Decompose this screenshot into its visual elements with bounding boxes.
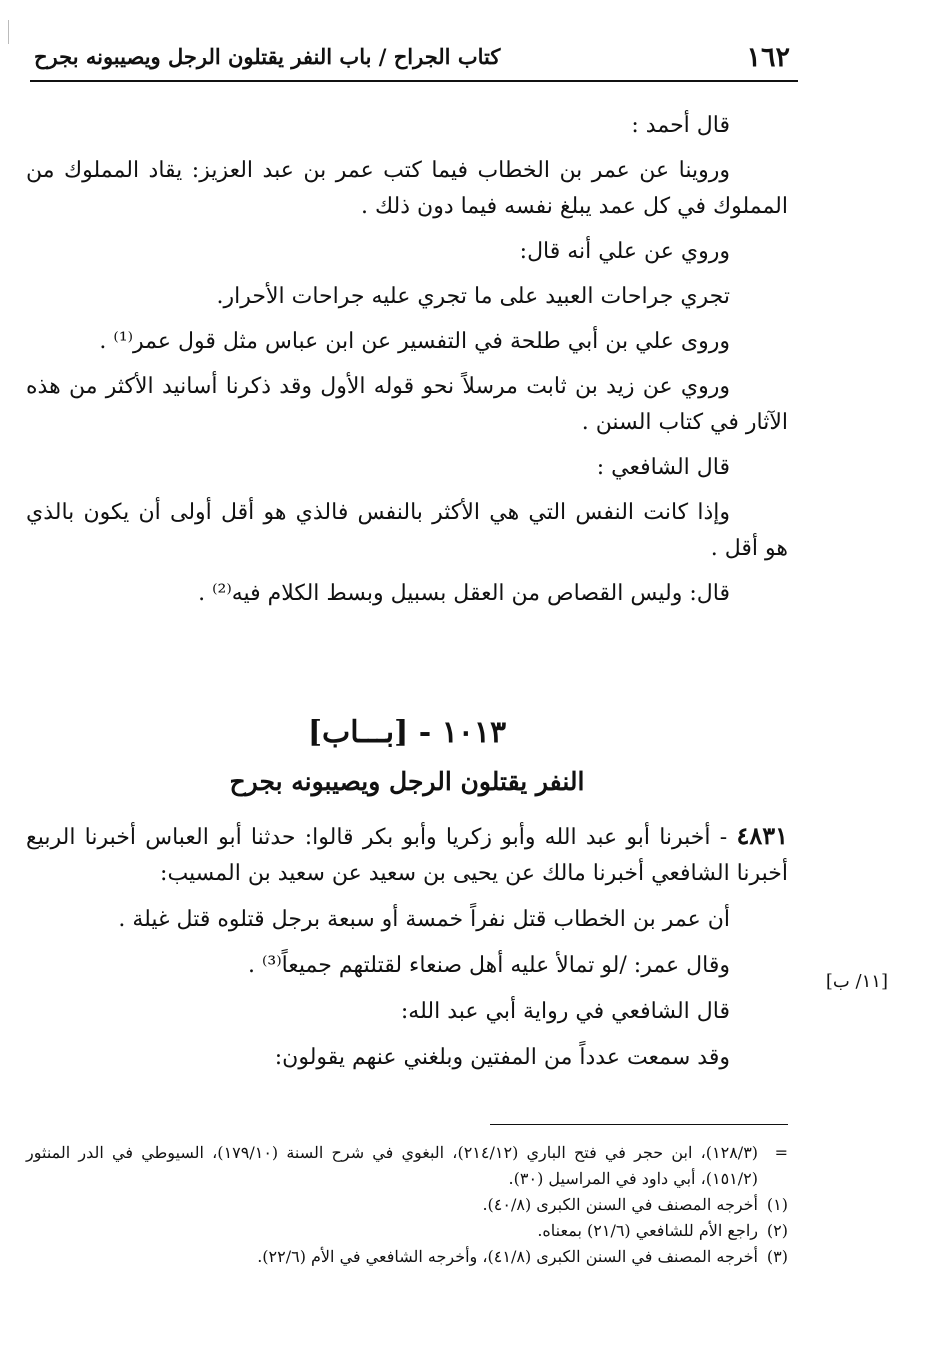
chapter-heading	[26, 710, 788, 804]
chapter-number: ١٠١٣ - [بـــاب]	[307, 715, 507, 750]
paragraph: وروينا عن عمر بن الخطاب فيما كتب عمر بن عبد العزيز: يقاد المملوك من المملوك في كل عمد يبلغ نفسه فيما دون ذلك .	[26, 158, 788, 219]
paragraph: وإذا كانت النفس التي هي الأكثر بالنفس فالذي هو أقل أولى أن يكون بالذي هو أقل .	[26, 500, 788, 561]
footnote-mark: =	[774, 1143, 788, 1162]
scan-edge-mark	[8, 20, 9, 44]
footnote-text: أخرجه المصنف في السنن الكبرى (٤٠/٨).	[482, 1195, 758, 1214]
manuscript-folio-note: [١١/ ب]	[825, 971, 888, 992]
footnote-mark: (٢)	[766, 1221, 788, 1240]
footnotes	[26, 1140, 788, 1270]
paragraph: قال أحمد :	[631, 113, 730, 138]
main-text-lower	[26, 818, 788, 1086]
hadith-paragraph	[26, 818, 788, 892]
page-number: ١٦٢	[746, 42, 790, 73]
footnote-text: أخرجه المصنف في السنن الكبرى (٤١/٨)، وأخرجه الشافعي في الأم (٢٢/٦).	[257, 1247, 758, 1266]
paragraph: وقال عمر: /لو تمالأ عليه أهل صنعاء لقتلتهم جميعاً⁽³⁾ .	[247, 953, 730, 978]
paragraph: تجري جراحات العبيد على ما تجري عليه جراحات الأحرار.	[216, 284, 730, 309]
main-text-upper	[26, 108, 788, 621]
hadith-number: ٤٨٣١	[736, 821, 788, 850]
footnote-text: (١٢٨/٣)، ابن حجر في فتح الباري (٢١٤/١٢)، البغوي في شرح السنة (١٧٩/١٠)، السيوطي في الدر المنثور (١٥١/٢)، أبي داود في المراسيل (٣٠).	[26, 1143, 759, 1188]
paragraph: وروى علي بن أبي طلحة في التفسير عن ابن عباس مثل قول عمر⁽¹⁾ .	[99, 329, 730, 354]
chapter-title: النفر يقتلون الرجل ويصيبونه بجرح	[229, 767, 585, 796]
paragraph: قال الشافعي :	[596, 455, 730, 480]
paragraph: وروي عن زيد بن ثابت مرسلاً نحو قوله الأول وقد ذكرنا أسانيد الأكثر من هذه الآثار في كتاب السنن .	[26, 374, 788, 435]
paragraph: وروي عن علي أنه قال:	[519, 239, 730, 264]
footnote-mark: (١)	[766, 1195, 788, 1214]
footnote-continuation	[26, 1140, 788, 1192]
hadith-isnad: - أخبرنا أبو عبد الله وأبو زكريا وأبو بكر قالوا: حدثنا أبو العباس أخبرنا الربيع أخبرنا الشافعي أخبرنا مالك عن يحيى بن سعيد عن سعيد بن المسيب:	[26, 825, 788, 886]
footnote-2	[26, 1218, 788, 1244]
footnote-3	[26, 1244, 788, 1270]
running-title: كتاب الجراح / باب النفر يقتلون الرجل ويصيبونه بجرح	[34, 44, 501, 69]
paragraph: قال الشافعي في رواية أبي عبد الله:	[400, 999, 730, 1024]
paragraph: وقد سمعت عدداً من المفتين وبلغني عنهم يقولون:	[274, 1045, 730, 1070]
footnote-1	[26, 1192, 788, 1218]
paragraph: قال: وليس القصاص من العقل بسبيل وبسط الكلام فيه⁽²⁾ .	[198, 581, 730, 606]
footnote-rule	[490, 1124, 788, 1125]
footnote-text: راجع الأم للشافعي (٢١/٦) بمعناه.	[537, 1221, 758, 1240]
paragraph: أن عمر بن الخطاب قتل نفراً خمسة أو سبعة برجل قتلوه قتل غيلة .	[118, 907, 730, 932]
footnote-mark: (٣)	[766, 1247, 788, 1266]
header-rule	[30, 80, 798, 82]
running-header	[30, 38, 798, 82]
